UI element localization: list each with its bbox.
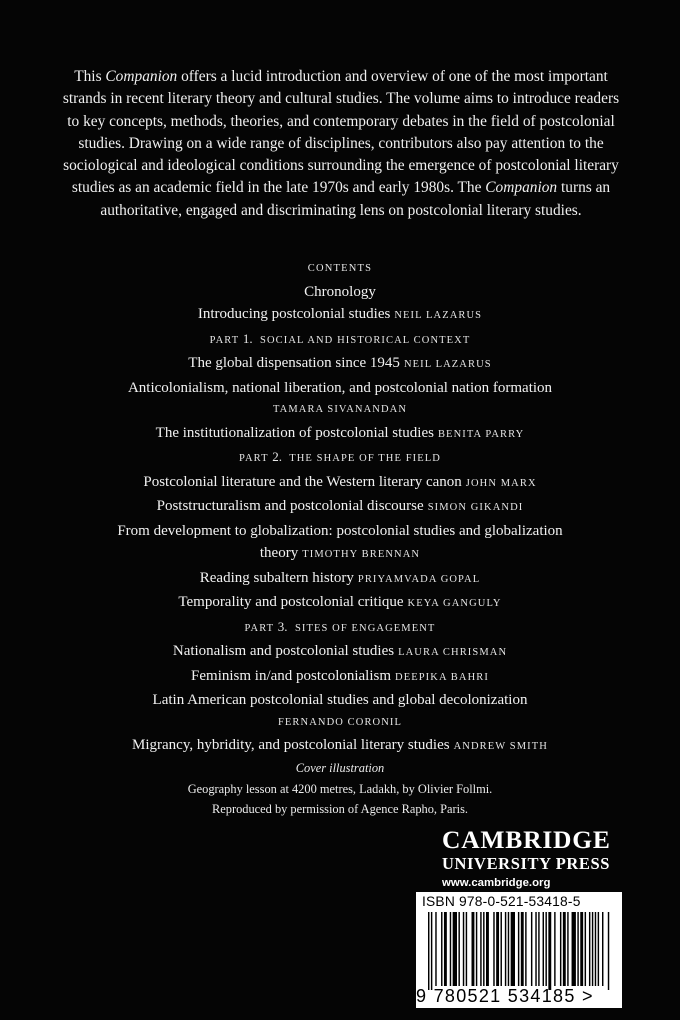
barcode-bar bbox=[531, 912, 532, 986]
chapter-author: SIMON GIKANDI bbox=[427, 502, 524, 513]
blurb-companion-title: Companion bbox=[105, 68, 178, 85]
barcode-bar bbox=[608, 912, 609, 990]
barcode-bar bbox=[496, 912, 499, 986]
chapter-author: LAURA CHRISMAN bbox=[398, 647, 508, 658]
chapter-title: Latin American postcolonial studies and global decolonization bbox=[152, 692, 528, 708]
chapter-title: theory bbox=[259, 545, 299, 561]
barcode-bar bbox=[554, 912, 555, 986]
chapter-title: Temporality and postcolonial critique bbox=[178, 594, 404, 610]
table-of-contents bbox=[20, 258, 660, 759]
contents-chronology: Chronology bbox=[304, 283, 376, 300]
chapter-author: JOHN MARX bbox=[465, 477, 537, 489]
chapter-author: DEEPIKA BAHRI bbox=[395, 671, 489, 683]
chapter-author: FERNANDO CORONIL bbox=[277, 716, 403, 728]
barcode-bar bbox=[567, 912, 568, 986]
cover-credit-line: Geography lesson at 4200 metres, Ladakh, by Olivier Follmi. bbox=[187, 781, 493, 796]
cover-credit bbox=[40, 758, 640, 820]
chapter-author: ANDREW SMITH bbox=[453, 741, 548, 752]
chapter-row bbox=[20, 567, 660, 592]
chapter-title: Migrancy, hybridity, and postcolonial literary studies bbox=[132, 737, 450, 753]
barcode-bar bbox=[585, 912, 586, 986]
chapter-row bbox=[20, 542, 660, 567]
chapter-row bbox=[20, 665, 660, 690]
back-cover-blurb bbox=[58, 66, 624, 222]
barcode-bar bbox=[476, 912, 477, 986]
barcode-bar bbox=[525, 912, 526, 986]
barcode-bar bbox=[580, 912, 583, 986]
chapter-title: Introducing postcolonial studies bbox=[197, 306, 391, 322]
chapter-author: NEIL LAZARUS bbox=[394, 310, 483, 321]
barcode-bar bbox=[572, 912, 576, 986]
chapter-row bbox=[20, 640, 660, 665]
barcode-bar bbox=[577, 912, 578, 986]
barcode-bar bbox=[444, 912, 447, 986]
barcode-bar bbox=[589, 912, 590, 986]
barcode-bar bbox=[545, 912, 546, 986]
chapter-row bbox=[20, 352, 660, 377]
barcode-digits: 9 780521 534185 > bbox=[416, 986, 594, 1006]
publisher-subname: UNIVERSITY PRESS bbox=[442, 854, 611, 873]
barcode-bar bbox=[486, 912, 489, 986]
isbn-barcode bbox=[416, 892, 622, 1008]
chapter-row bbox=[20, 422, 660, 447]
barcode-bar bbox=[548, 912, 551, 990]
chapter-title: Feminism in/and postcolonialism bbox=[191, 667, 392, 684]
barcode-bar bbox=[501, 912, 502, 986]
isbn-text: ISBN 978-0-521-53418-5 bbox=[422, 894, 581, 909]
contents-heading: CONTENTS bbox=[307, 263, 373, 274]
barcode-bar bbox=[538, 912, 539, 986]
chapter-row bbox=[20, 520, 660, 543]
chapter-row bbox=[20, 495, 660, 520]
publisher-logo bbox=[442, 826, 617, 892]
chapter-author: KEYA GANGULY bbox=[407, 598, 502, 609]
contents-intro bbox=[20, 303, 660, 328]
barcode-bar bbox=[463, 912, 464, 986]
barcode-bar bbox=[480, 912, 481, 986]
chapter-title: Anticolonialism, national liberation, and postcolonial nation formation bbox=[127, 379, 553, 396]
chapter-title: The global dispensation since 1945 bbox=[188, 355, 400, 371]
chapter-title: Nationalism and postcolonial studies bbox=[172, 643, 395, 659]
barcode-bar bbox=[563, 912, 566, 986]
barcode-bar bbox=[560, 912, 561, 986]
barcode-bar bbox=[511, 912, 515, 986]
part-heading: PART 2. THE SHAPE OF THE FIELD bbox=[239, 449, 441, 464]
barcode-bar bbox=[458, 912, 459, 986]
barcode-bar bbox=[595, 912, 596, 986]
barcode-bar bbox=[453, 912, 457, 986]
chapter-author: TAMARA SIVANANDAN bbox=[272, 404, 408, 415]
barcode-bar bbox=[435, 912, 436, 986]
chapter-title: Reading subaltern history bbox=[199, 569, 354, 586]
barcode-bar bbox=[508, 912, 509, 986]
cover-credit-line: Reproduced by permission of Agence Rapho, Paris. bbox=[211, 802, 469, 816]
barcode-bar bbox=[543, 912, 544, 986]
barcode-bar bbox=[441, 912, 442, 986]
chapter-row bbox=[20, 734, 660, 759]
chapter-title: Postcolonial literature and the Western literary canon bbox=[143, 473, 462, 490]
barcode-bar bbox=[521, 912, 524, 986]
barcode-bar bbox=[466, 912, 467, 986]
barcode-bar bbox=[505, 912, 506, 986]
part-heading: PART 1. SOCIAL AND HISTORICAL CONTEXT bbox=[209, 330, 471, 346]
chapter-author: PRIYAMVADA GOPAL bbox=[357, 573, 481, 585]
chapter-author: NEIL LAZARUS bbox=[403, 359, 492, 370]
barcode-bar bbox=[598, 912, 599, 986]
barcode-bar bbox=[493, 912, 494, 986]
cover-credit-label: Cover illustration bbox=[295, 761, 385, 775]
chapter-row bbox=[20, 591, 660, 616]
chapter-author: TIMOTHY BRENNAN bbox=[302, 549, 421, 560]
barcode-bar bbox=[535, 912, 536, 986]
chapter-row bbox=[20, 377, 660, 400]
barcode-bar bbox=[592, 912, 593, 986]
barcode-bar bbox=[602, 912, 603, 986]
chapter-title: Poststructuralism and postcolonial discourse bbox=[156, 498, 424, 514]
blurb-text: turns an authoritative, engaged and discriminating lens on postcolonial literary studies. bbox=[100, 179, 611, 219]
chapter-title: From development to globalization: postcolonial studies and globalization bbox=[117, 522, 563, 539]
publisher-name: CAMBRIDGE bbox=[442, 825, 611, 854]
chapter-author: BENITA PARRY bbox=[437, 428, 525, 440]
part-heading: PART 3. SITES OF ENGAGEMENT bbox=[244, 618, 436, 634]
barcode-bar bbox=[483, 912, 484, 986]
publisher-url: www.cambridge.org bbox=[442, 877, 551, 889]
barcode-bar bbox=[431, 912, 432, 990]
barcode-bar bbox=[518, 912, 519, 986]
barcode-bar bbox=[428, 912, 429, 990]
barcode-bar bbox=[472, 912, 475, 986]
blurb-text: offers a lucid introduction and overview of one of the most important strands in recent literary theory and cultural studies. The volume aims to introduce readers to key concepts, methods, theories, and contemporary debates in the field of postcolonial studies. Drawing on a wide range of disciplines, contributors also pay attention to the sociological and ideological conditions surrounding the emergence of postcolonial literary studies as an academic field in the late 1970s and early 1980s. The bbox=[62, 68, 620, 197]
chapter-title: The institutionalization of postcolonial studies bbox=[155, 424, 434, 441]
blurb-companion-title: Companion bbox=[485, 179, 558, 197]
chapter-row bbox=[20, 471, 660, 496]
blurb-text: This bbox=[74, 68, 106, 85]
barcode-bar bbox=[450, 912, 451, 986]
chapter-row bbox=[20, 689, 660, 712]
